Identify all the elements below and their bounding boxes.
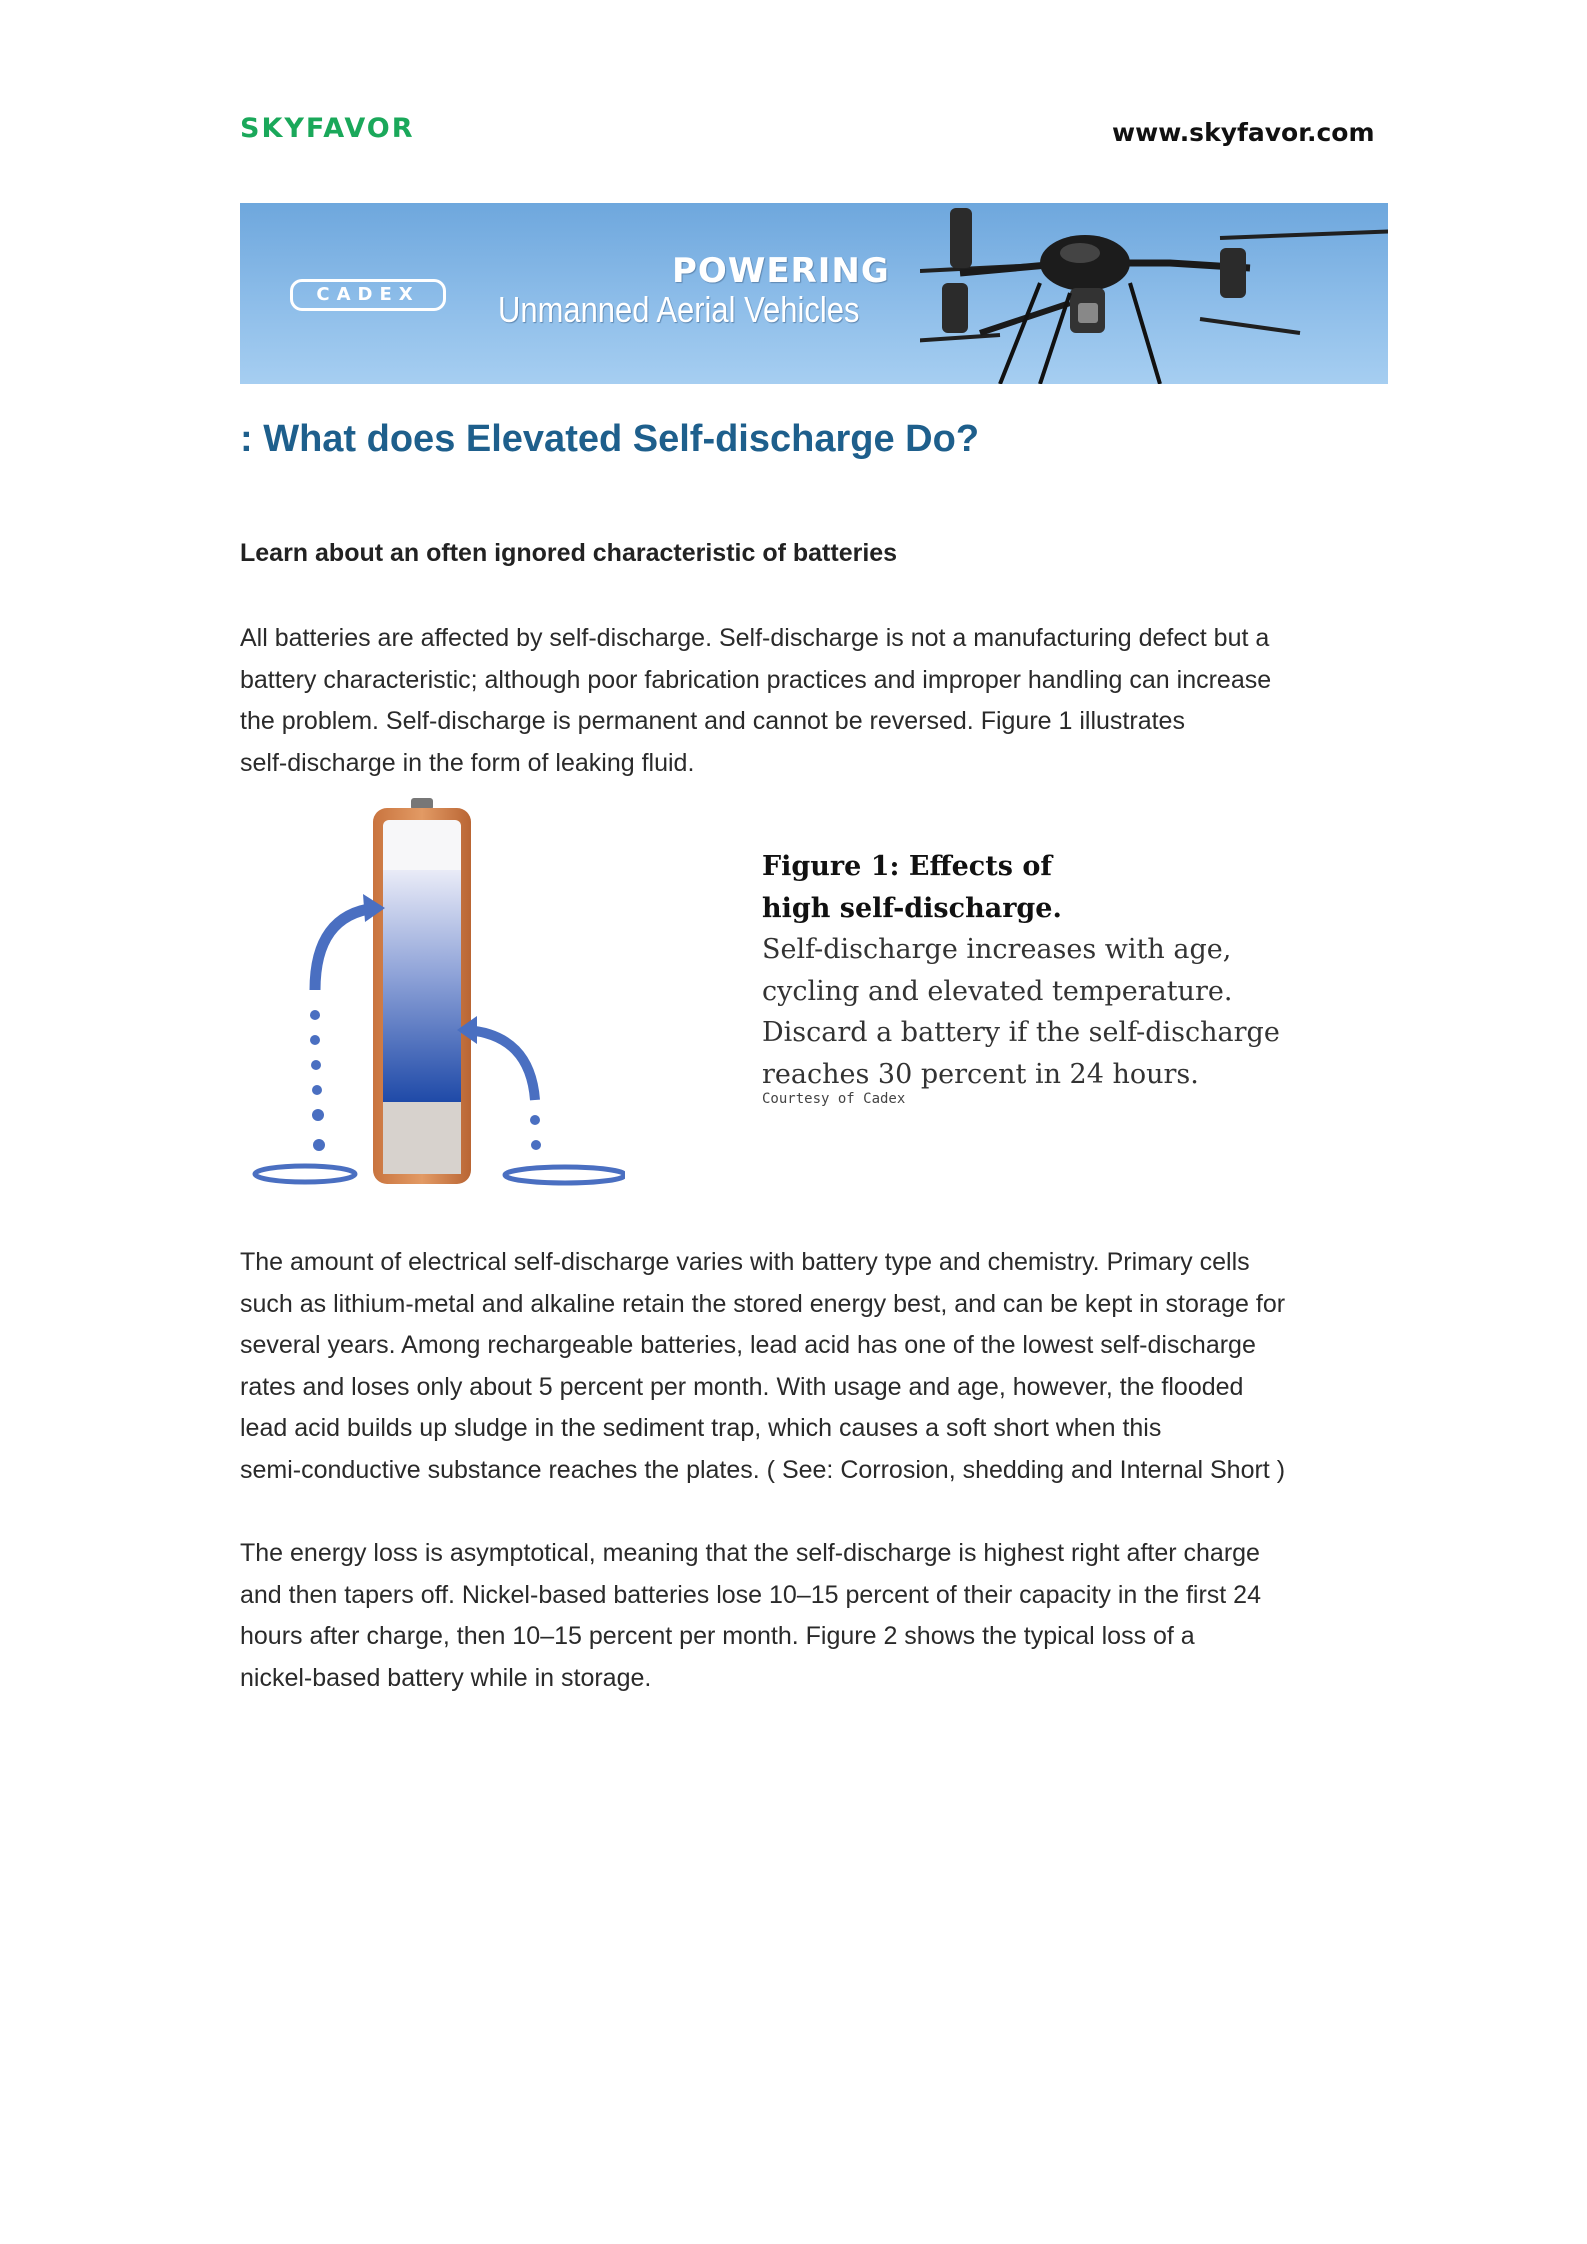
figure-caption bbox=[762, 846, 1280, 1107]
paragraph-line: semi-conductive substance reaches the plates. ( See: Corrosion, shedding and Internal Short ) bbox=[240, 1455, 1286, 1484]
banner-subhead: Unmanned Aerial Vehicles bbox=[498, 289, 860, 330]
battery-leak-figure bbox=[245, 790, 625, 1190]
caption-line: Discard a battery if the self-discharge bbox=[762, 1017, 1280, 1048]
paragraph-line: The energy loss is asymptotical, meaning that the self-discharge is highest right after charge bbox=[240, 1539, 1260, 1567]
paragraph-line: self-discharge in the form of leaking fluid. bbox=[240, 748, 695, 777]
paragraph-line: battery characteristic; although poor fabrication practices and improper handling can increase bbox=[240, 665, 1272, 694]
banner-headline: POWERING bbox=[672, 251, 890, 291]
paragraph-line: The amount of electrical self-discharge varies with battery type and chemistry. Primary cells bbox=[240, 1248, 1250, 1276]
article-subtitle: Learn about an often ignored characteristic of batteries bbox=[240, 539, 898, 567]
paragraph-energy-loss bbox=[240, 1533, 1360, 1699]
figure-courtesy: Courtesy of Cadex bbox=[762, 1091, 906, 1107]
caption-line: cycling and elevated temperature. bbox=[762, 975, 1233, 1007]
paragraph-line: All batteries are affected by self-discharge. Self-discharge is not a manufacturing defect but a bbox=[240, 624, 1270, 652]
caption-line: Self-discharge increases with age, bbox=[762, 934, 1232, 965]
caption-line: Figure 1: Effects of bbox=[762, 851, 1052, 882]
paragraph-line: and then tapers off. Nickel-based batteries lose 10–15 percent of their capacity in the first 24 bbox=[240, 1580, 1261, 1609]
caption-line: reaches 30 percent in 24 hours. bbox=[762, 1058, 1199, 1090]
caption-line: high self-discharge. bbox=[762, 892, 1062, 924]
website-url[interactable]: www.skyfavor.com bbox=[1112, 118, 1375, 147]
paragraph-line: such as lithium-metal and alkaline retain the stored energy best, and can be kept in storage for bbox=[240, 1289, 1286, 1318]
paragraph-line: hours after charge, then 10–15 percent per month. Figure 2 shows the typical loss of a bbox=[240, 1622, 1195, 1650]
paragraph-intro bbox=[240, 618, 1360, 784]
cadex-banner-image bbox=[240, 203, 1388, 384]
paragraph-line: the problem. Self-discharge is permanent and cannot be reversed. Figure 1 illustrates bbox=[240, 707, 1185, 735]
paragraph-line: rates and loses only about 5 percent per month. With usage and age, however, the flooded bbox=[240, 1372, 1244, 1401]
paragraph-line: nickel-based battery while in storage. bbox=[240, 1663, 652, 1692]
paragraph-line: several years. Among rechargeable batteries, lead acid has one of the lowest self-discharge bbox=[240, 1331, 1256, 1359]
drone-image bbox=[920, 203, 1388, 384]
skyfavor-logo: SKYFAVOR bbox=[240, 113, 415, 144]
article-title: : What does Elevated Self-discharge Do? bbox=[240, 418, 980, 460]
cadex-logo: CADEX bbox=[290, 279, 446, 311]
paragraph-line: lead acid builds up sludge in the sediment trap, which causes a soft short when this bbox=[240, 1414, 1162, 1442]
paragraph-chemistry bbox=[240, 1242, 1360, 1491]
